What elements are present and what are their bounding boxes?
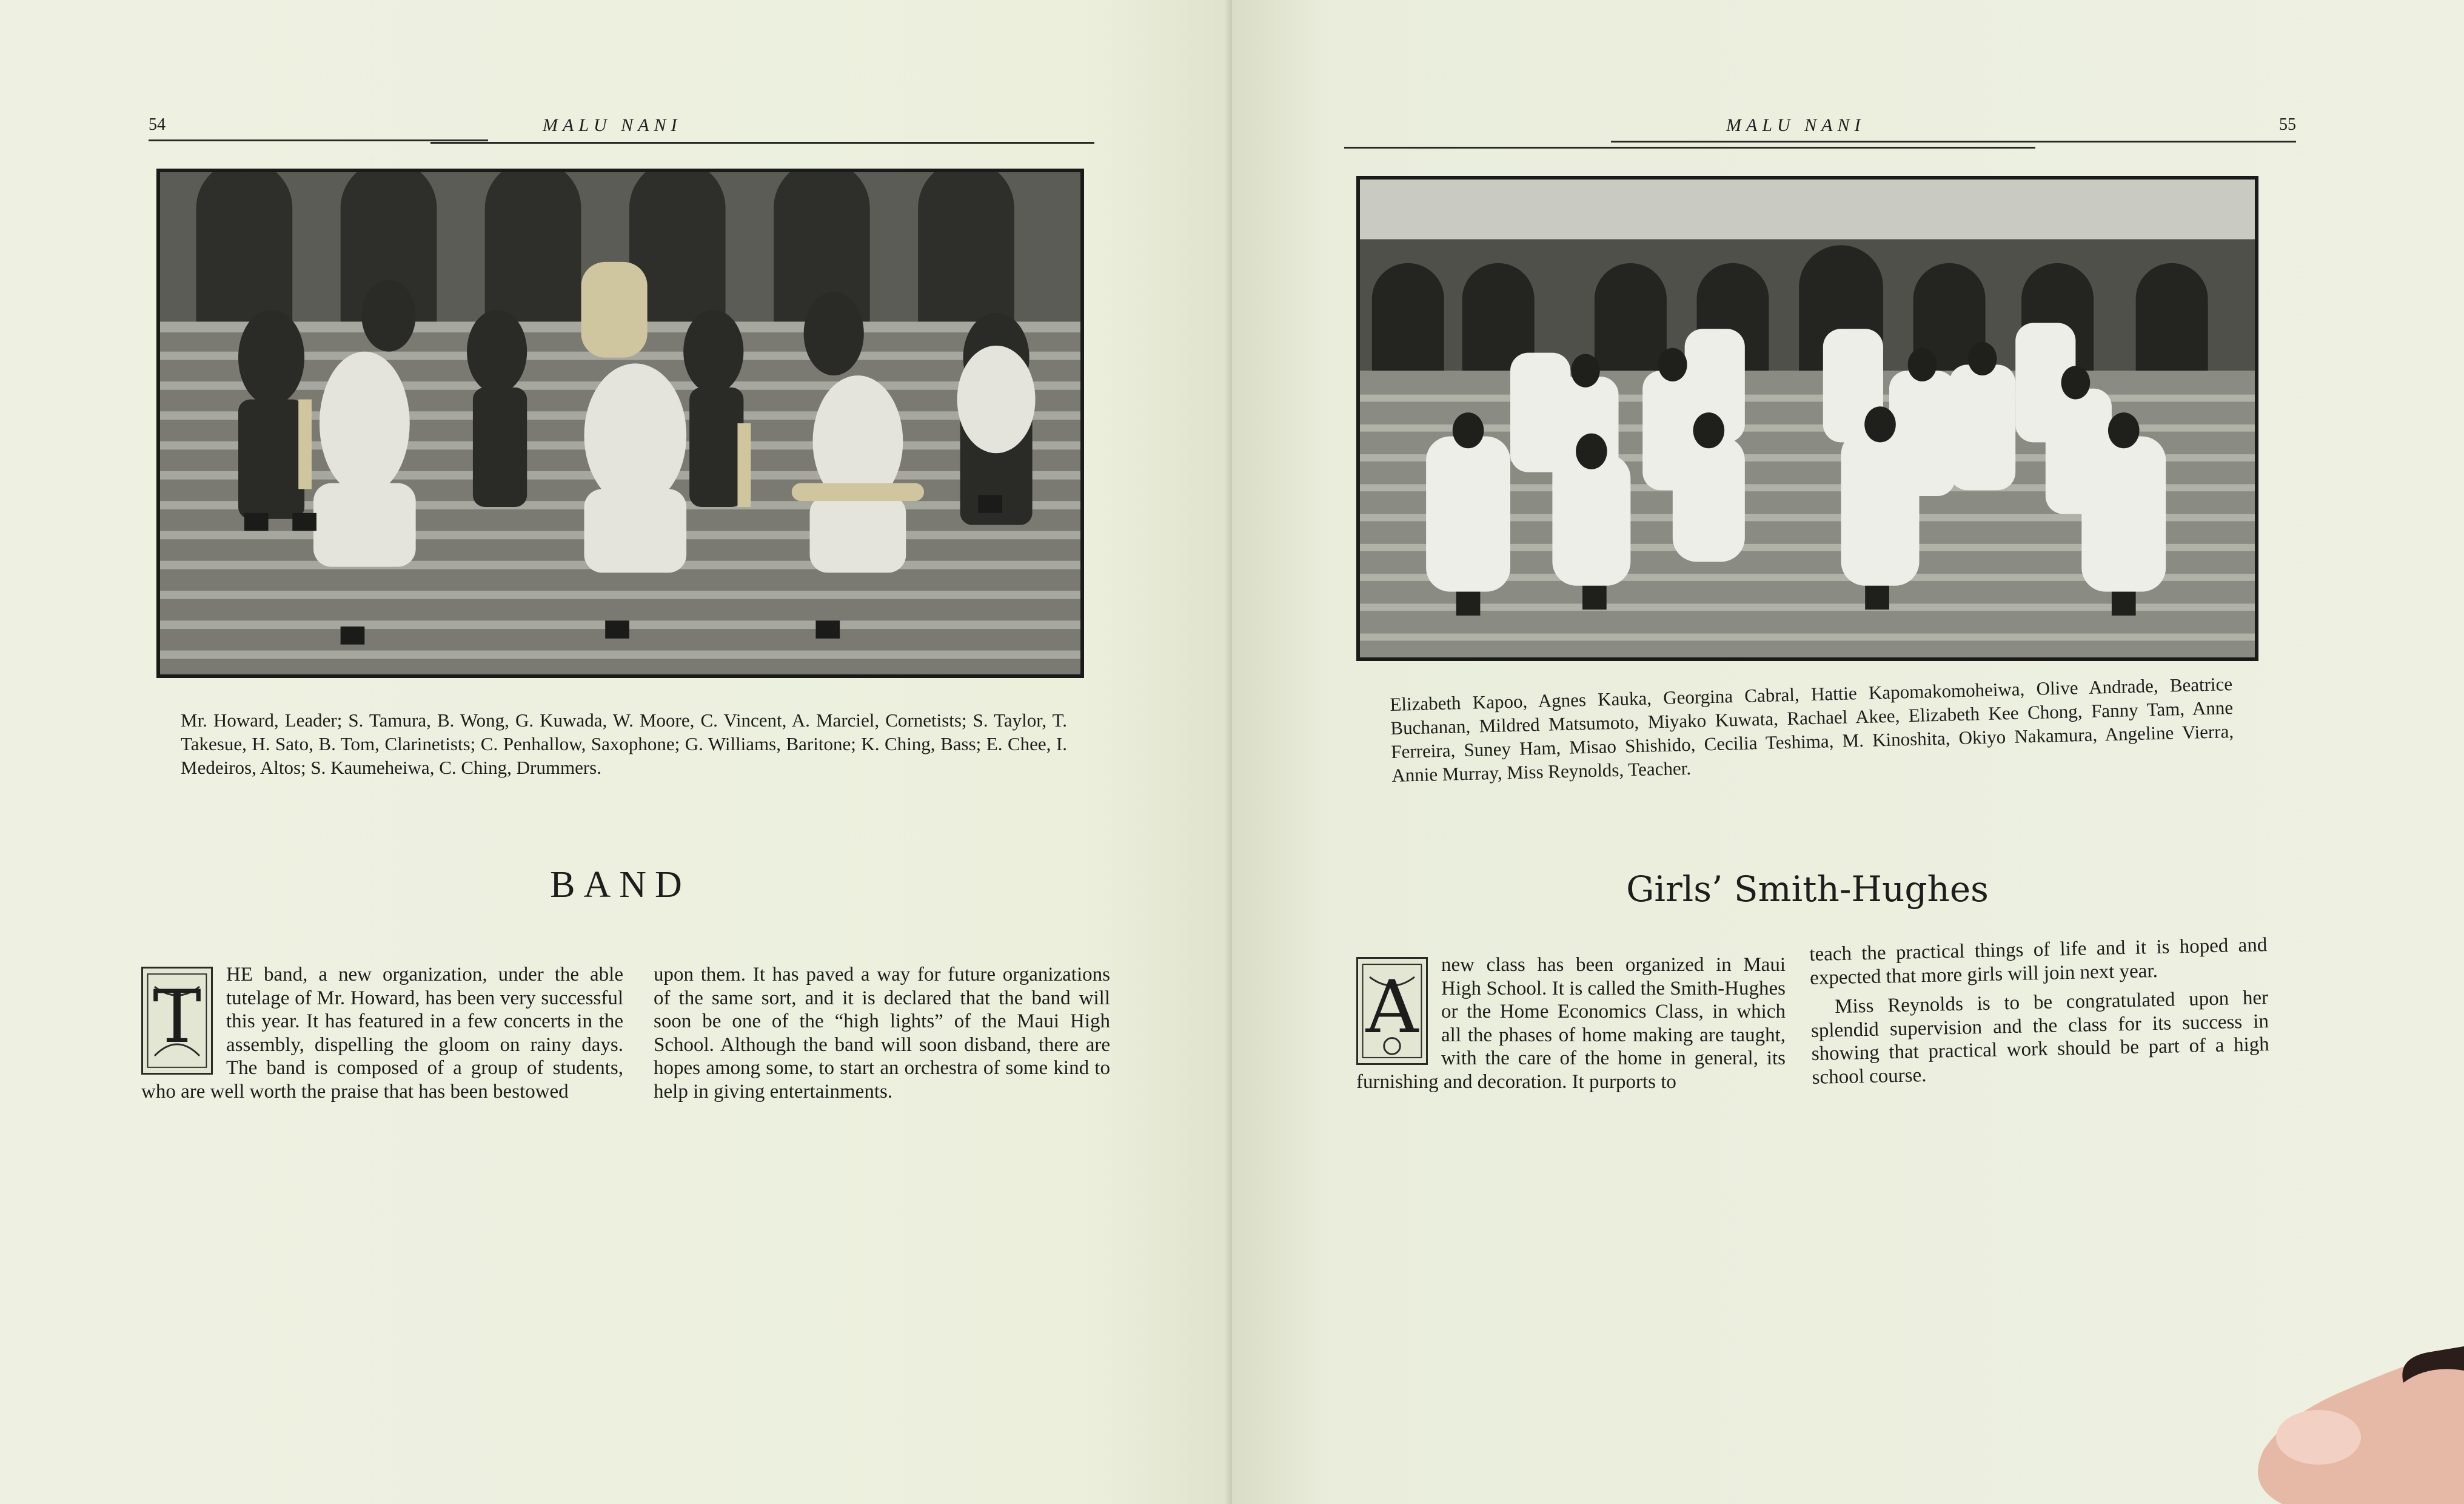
band-column-1 bbox=[141, 963, 623, 1103]
left-running-header bbox=[149, 115, 1094, 139]
band-drop-cap-letter: T bbox=[152, 975, 202, 1059]
girls-column-2-para-1: teach the practical things of life and it is hoped and expected that more girls will join next year. bbox=[1809, 934, 2268, 989]
right-running-head: MALU NANI bbox=[1726, 115, 1866, 135]
band-column-2 bbox=[654, 963, 1110, 1103]
girls-drop-cap-letter: A bbox=[1365, 965, 1419, 1050]
girls-column-2-para-2: Miss Reynolds is to be congratulated upon her splendid supervision and the class for its success in showing that practical work should be part of a high school course. bbox=[1810, 987, 2270, 1089]
band-title: BAND bbox=[550, 864, 691, 905]
girls-photo-caption: Elizabeth Kapoo, Agnes Kauka, Georgina Cabral, Hattie Kapomakomoheiwa, Olive Andrade, Beatrice Buchanan, Mildred Matsumoto, Miyako Kuwata, Rachael Akee, Elizabeth Kee Chong, Fanny Tam, Anne Ferreira, Suney Ham, Misao Shishido, Cecilia Teshima, M. Kinoshita, Okiyo Nakamura, Angeline Vierra, Annie Murray, Miss Reynolds, Teacher. bbox=[1390, 673, 2234, 786]
left-header-rule-b bbox=[430, 142, 1094, 144]
band-column-1-text: HE band, a new organization, under the able tutelage of Mr. Howard, has been very successful this year. It has featured in a few concerts in the assembly, dispelling the gloom on rainy days. The band is composed of a group of students, who are well worth the praise that has been bestowed bbox=[141, 964, 623, 1103]
girls-photo bbox=[1356, 176, 2258, 661]
band-photo-caption: Mr. Howard, Leader; S. Tamura, B. Wong, G. Kuwada, W. Moore, C. Vincent, A. Marciel, Cornetists; S. Taylor, T. Takesue, H. Sato, B. Tom, Clarinetists; C. Penhallow, Saxophone; G. Williams, Baritone; K. Ching, Bass; E. Chee, I. Medeiros, Altos; S. Kaumeheiwa, C. Ching, Drummers. bbox=[181, 710, 1067, 778]
left-header-rule-a bbox=[149, 139, 488, 141]
girls-drop-cap bbox=[1356, 957, 1428, 1065]
girls-title: Girls’ Smith-Hughes bbox=[1626, 868, 1989, 910]
girls-photo-image bbox=[1360, 180, 2255, 657]
band-photo-image bbox=[160, 172, 1080, 674]
band-photo bbox=[156, 169, 1084, 678]
band-drop-cap bbox=[141, 967, 213, 1075]
right-header-rule-a bbox=[1344, 147, 2035, 149]
right-page bbox=[1232, 0, 2464, 1504]
girls-column-1-text: new class has been organized in Maui High School. It is called the Smith-Hughes or the Home Economics Class, in which all the phases of home making are taught, with the care of the home in general, its furnishing and decoration. It purports to bbox=[1356, 954, 1786, 1093]
right-page-number: 55 bbox=[2279, 115, 2296, 134]
girls-column-2 bbox=[1809, 933, 2270, 1095]
right-header-rule-b bbox=[1611, 141, 2296, 143]
left-running-head: MALU NANI bbox=[543, 115, 682, 135]
thumb-in-corner bbox=[2246, 1346, 2464, 1504]
right-running-header bbox=[1344, 115, 2296, 139]
left-page-number: 54 bbox=[149, 115, 166, 134]
band-column-2-text: upon them. It has paved a way for future organizations of the same sort, and it is declared that the band will soon be one of the “high lights” of the Maui High School. Although the band will soon disband, there are hopes among some, to start an orchestra of some kind to help in giving entertainments. bbox=[654, 964, 1110, 1103]
girls-column-1 bbox=[1356, 953, 1786, 1093]
